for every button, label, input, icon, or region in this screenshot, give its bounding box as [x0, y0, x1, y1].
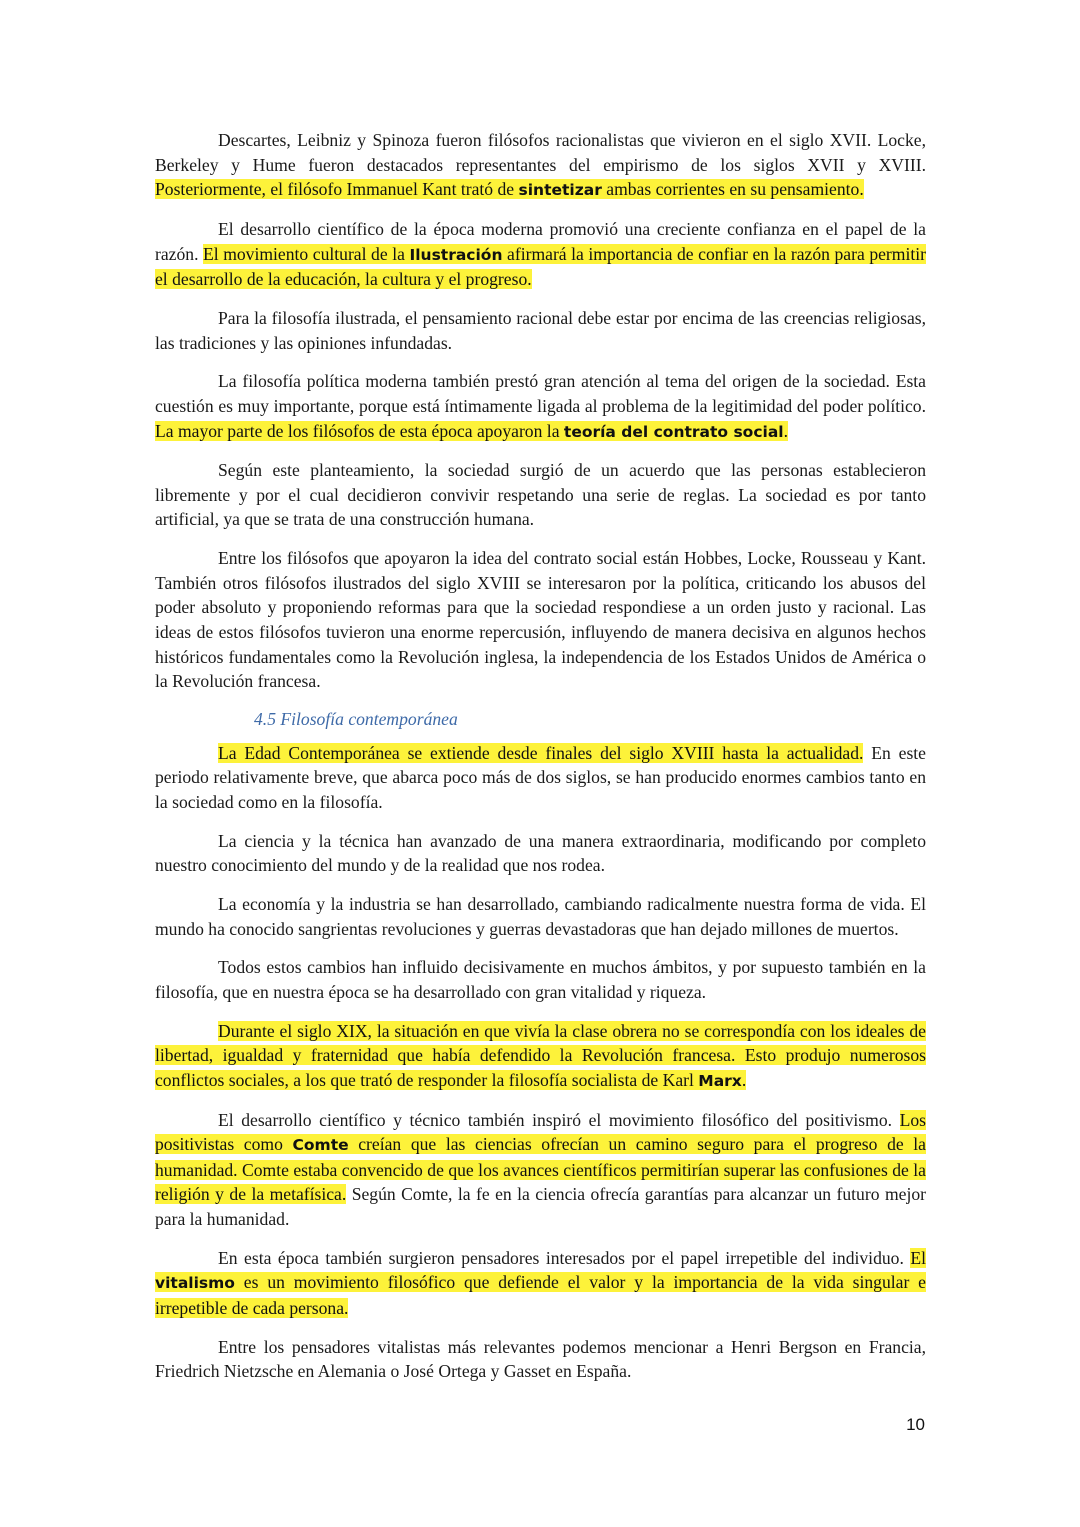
highlight: Los positivistas como Comte creían que las ciencias ofrecían un camino seguro para el progreso de la humanidad. Comte estaba convencido de que los avances científicos permitirían superar las confusiones de la religión y de la metafísica. — [155, 1109, 926, 1205]
highlight: La Edad Contemporánea se extiende desde finales del siglo XVIII hasta la actualidad. — [218, 742, 864, 763]
paragraph-7: La Edad Contemporánea se extiende desde finales del siglo XVIII hasta la actualidad. En este periodo relativamente breve, que abarca poco más de dos siglos, se han producido enormes cambios tanto en la sociedad como en la filosofía. — [155, 742, 926, 812]
paragraph-1: Descartes, Leibniz y Spinoza fueron filósofos racionalistas que vivieron en el siglo XVII. Locke, Berkeley y Hume fueron destacados representantes del empirismo de los siglos XVII y XVIII. Posteriormente, el filósofo Immanuel Kant trató de sintetizar ambas corrientes en su pensamiento. — [155, 130, 926, 200]
bold-term: teoría del contrato social — [563, 422, 784, 441]
paragraph-8: La ciencia y la técnica han avanzado de una manera extraordinaria, modificando por completo nuestro conocimiento del mundo y de la realidad que nos rodea. — [155, 830, 926, 876]
paragraph-3: Para la filosofía ilustrada, el pensamiento racional debe estar por encima de las creencias religiosas, las tradiciones y las opiniones infundadas. — [155, 307, 926, 353]
highlight: La mayor parte de los filósofos de esta época apoyaron la teoría del contrato social. — [155, 420, 788, 441]
paragraph-4: La filosofía política moderna también prestó gran atención al tema del origen de la sociedad. Esta cuestión es muy importante, porque está íntimamente ligada al problema de la legitimidad del poder político. La mayor parte de los filósofos de esta época apoyaron la teoría del contrato social. — [155, 371, 926, 441]
paragraph-6: Entre los filósofos que apoyaron la idea del contrato social están Hobbes, Locke, Rousseau y Kant. También otros filósofos ilustrados del siglo XVIII se interesaron por la política, criticando los abusos del poder absoluto y proponiendo reformas para que la sociedad respondiese a un orden justo y racional. Las ideas de estos filósofos tuvieron una enorme repercusión, influyendo de manera decisiva en algunos hechos históricos fundamentales como la Revolución inglesa, la independencia de los Estados Unidos de América o la Revolución francesa. — [155, 548, 926, 692]
paragraph-2: El desarrollo científico de la época moderna promovió una creciente confianza en el papel de la razón. El movimiento cultural de la Ilustración afirmará la importancia de confiar en la razón para permitir el desarrollo de la educación, la cultura y el progreso. — [155, 218, 926, 290]
paragraph-11 — [155, 1019, 926, 1094]
highlight: Durante el siglo XIX, la situación en que vivía la clase obrera no se correspondía con los ideales de libertad, igualdad y fraternidad que había defendido la Revolución francesa. Esto produjo numerosos conflictos sociales, a los que trató de responder la filosofía socialista de Karl Marx. — [155, 1020, 926, 1090]
highlight: El vitalismo es un movimiento filosófico que defiende el valor y la importancia de la vida singular e irrepetible de cada persona. — [155, 1247, 926, 1318]
paragraph-13: En esta época también surgieron pensadores interesados por el papel irrepetible del individuo. El vitalismo es un movimiento filosófico que defiende el valor y la importancia de la vida singular e irrepetible de cada persona. — [155, 1247, 926, 1318]
bold-term: Marx — [698, 1071, 742, 1090]
paragraph-14: Entre los pensadores vitalistas más relevantes podemos mencionar a Henri Bergson en Francia, Friedrich Nietzsche en Alemania o José Ortega y Gasset en España. — [155, 1336, 926, 1382]
bold-term: sintetizar — [518, 181, 602, 200]
bold-term: vitalismo — [155, 1274, 235, 1293]
paragraph-9: La economía y la industria se han desarrollado, cambiando radicalmente nuestra forma de vida. El mundo ha conocido sangrientas revoluciones y guerras devastadoras que han dejado millones de muertos. — [155, 893, 926, 939]
bold-term: Ilustración — [409, 245, 503, 264]
bold-term: Comte — [292, 1136, 349, 1155]
highlight: El movimiento cultural de la Ilustración afirmará la importancia de confiar en la razón para permitir el desarrollo de la educación, la cultura y el progreso. — [155, 243, 926, 290]
paragraph-10: Todos estos cambios han influido decisivamente en muchos ámbitos, y por supuesto también en la filosofía, que en nuestra época se ha desarrollado con gran vitalidad y riqueza. — [155, 957, 926, 1002]
section-heading: 4.5 Filosofía contemporánea — [254, 709, 458, 729]
highlight: Posteriormente, el filósofo Immanuel Kant trató de sintetizar ambas corrientes en su pensamiento. — [155, 179, 864, 200]
paragraph-5: Según este planteamiento, la sociedad surgió de un acuerdo que las personas establecieron libremente y por el cual decidieron convivir respetando una serie de reglas. La sociedad es por tanto artificial, ya que se trata de una construcción humana. — [155, 460, 926, 530]
paragraph-12: El desarrollo científico y técnico también inspiró el movimiento filosófico del positivismo. Los positivistas como Comte creían que las ciencias ofrecían un camino seguro para el progreso de la humanidad. Comte estaba convencido de que los avances científicos permitirían superar las confusiones de la religión y de la metafísica. Según Comte, la fe en la ciencia ofrecía garantías para alcanzar un futuro mejor para la humanidad. — [155, 1109, 926, 1230]
page-number: 10 — [906, 1415, 925, 1434]
body-text — [155, 128, 926, 1398]
